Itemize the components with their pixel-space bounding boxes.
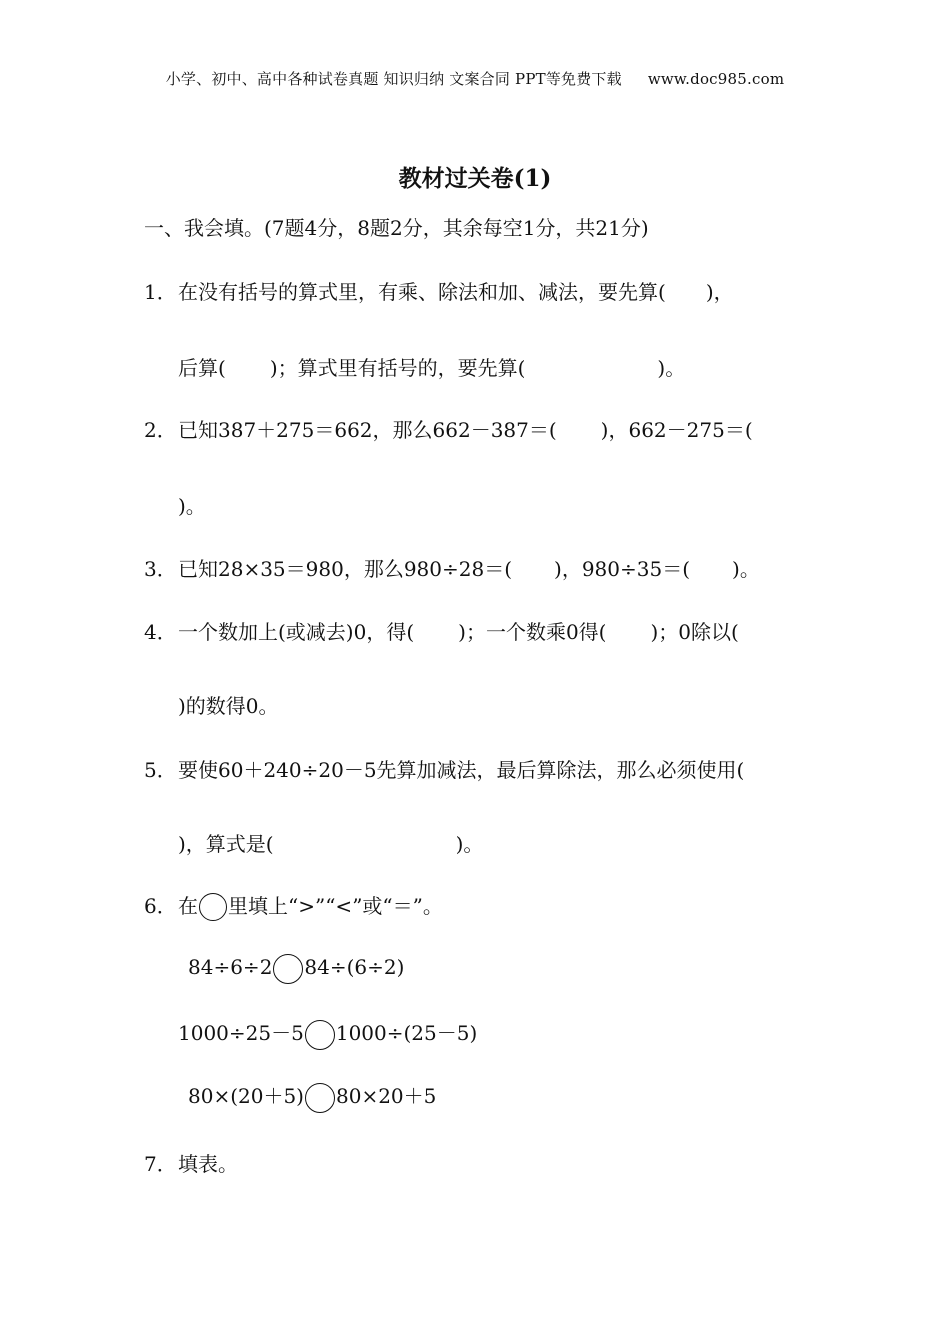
question-text: )， xyxy=(705,280,734,304)
exam-title: 教材过关卷(1) xyxy=(398,165,552,192)
question-text: )；0除以( xyxy=(650,620,739,644)
question-4-line-1 xyxy=(144,616,739,645)
question-text: 在没有括号的算式里，有乘、除法和加、减法，要先算( xyxy=(178,280,666,304)
question-text: 一个数加上(或减去)0，得( xyxy=(178,620,415,644)
comparison-row-2 xyxy=(178,1017,477,1050)
question-text: )；算式里有括号的，要先算( xyxy=(269,356,526,380)
expression-left: 84÷6÷2 xyxy=(188,955,273,979)
question-number: 1． xyxy=(144,280,177,304)
comparison-circle-input[interactable] xyxy=(305,1083,335,1113)
question-number: 4． xyxy=(144,620,177,644)
question-text: )；一个数乘0得( xyxy=(458,620,607,644)
question-3 xyxy=(144,553,760,582)
expression-right: 1000÷(25－5) xyxy=(335,1021,478,1045)
question-text: 填表。 xyxy=(178,1152,238,1176)
section-heading: 一、我会填。(7题4分，8题2分，其余每空1分，共21分) xyxy=(144,216,649,240)
comparison-circle-icon xyxy=(199,893,227,921)
comparison-row-1 xyxy=(188,954,404,984)
header-site: www.doc985.com xyxy=(647,70,785,88)
question-number: 7． xyxy=(144,1152,177,1176)
question-text: )。 xyxy=(732,557,760,581)
question-text: 后算( xyxy=(178,356,226,380)
expression-right: 84÷(6÷2) xyxy=(304,955,405,979)
question-number: 6． xyxy=(144,894,177,918)
question-text: 已知387＋275＝662，那么662－387＝( xyxy=(178,418,557,442)
question-1-line-2 xyxy=(178,352,685,381)
question-2-line-2 xyxy=(178,490,206,519)
question-5-line-2 xyxy=(178,828,483,857)
question-1-line-1 xyxy=(144,276,734,305)
question-text: )的数得0。 xyxy=(178,694,279,718)
question-4-line-2 xyxy=(178,690,279,719)
question-2-line-1 xyxy=(144,414,753,443)
question-7 xyxy=(144,1148,238,1177)
question-6 xyxy=(144,890,443,921)
question-number: 5． xyxy=(144,758,177,782)
question-text: )。 xyxy=(657,356,686,380)
question-text: )，算式是( xyxy=(178,832,274,856)
question-number: 3． xyxy=(144,557,177,581)
question-text: 在 xyxy=(178,894,198,918)
question-text: )，662－275＝( xyxy=(600,418,753,442)
expression-left: 80×(20＋5) xyxy=(188,1084,304,1108)
page-header xyxy=(0,68,950,89)
comparison-circle-input[interactable] xyxy=(305,1020,335,1050)
question-text: )，980÷35＝( xyxy=(554,557,691,581)
question-text: 要使60＋240÷20－5先算加减法，最后算除法，那么必须使用( xyxy=(178,758,745,782)
question-text: )。 xyxy=(455,832,484,856)
header-text: 小学、初中、高中各种试卷真题 知识归纳 文案合同 PPT等免费下载 xyxy=(165,70,622,88)
comparison-circle-input[interactable] xyxy=(273,954,303,984)
comparison-row-3 xyxy=(188,1080,436,1113)
expression-right: 80×20＋5 xyxy=(336,1084,437,1108)
question-5-line-1 xyxy=(144,754,744,783)
expression-left: 1000÷25－5 xyxy=(178,1021,304,1045)
question-number: 2． xyxy=(144,418,177,442)
question-text: )。 xyxy=(178,494,206,518)
question-text: 里填上“>”“<”或“＝”。 xyxy=(228,894,443,918)
question-text: 已知28×35＝980，那么980÷28＝( xyxy=(178,557,513,581)
